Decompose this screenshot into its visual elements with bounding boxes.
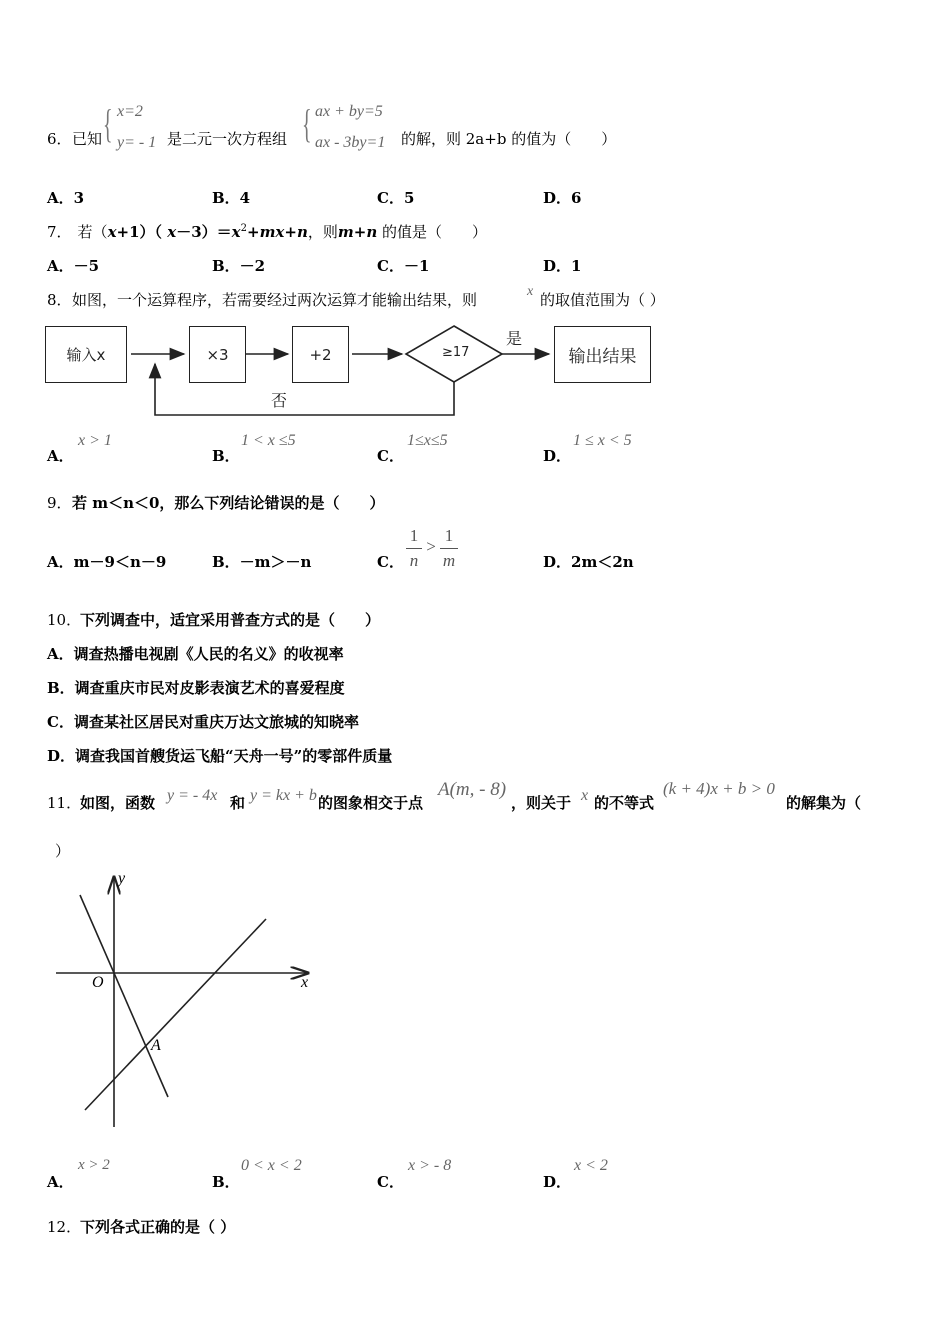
q7-x3: x <box>231 223 241 241</box>
q7-n2: n <box>366 223 378 241</box>
q11-t2: 和 <box>230 794 246 812</box>
q7-x2: x <box>167 223 177 241</box>
q9-option-d: D．2m＜2n <box>543 553 634 571</box>
arrow-loop-back <box>155 364 454 415</box>
q8-text2: 的取值范围为（ ） <box>540 291 665 309</box>
q11-t5: 的不等式 <box>594 794 655 812</box>
q8-option-b-label: B． <box>212 447 240 465</box>
q11-option-a-math: x > 2 <box>78 1157 110 1173</box>
q8-option-d-label: D． <box>543 447 572 465</box>
q8-text: 如图，一个运算程序，若需要经过两次运算才能输出结果，则 <box>72 291 478 309</box>
frac2-denominator: m <box>442 551 456 570</box>
q10-option-b: B．调查重庆市民对皮影表演艺术的喜爱程度 <box>47 679 345 697</box>
frac2-bar <box>440 548 458 549</box>
q6-option-b: B．4 <box>212 189 251 207</box>
q9-option-b: B．－m＞－n <box>212 553 312 571</box>
flow-yes-label: 是 <box>506 329 523 348</box>
q11-close: ） <box>55 842 71 860</box>
q11-number: 11． <box>47 794 82 812</box>
q7-text-b: +1）（ <box>116 223 163 241</box>
q9-text: 若 m＜n＜0，那么下列结论错误的是（ ） <box>72 494 385 512</box>
q7-number: 7． <box>47 223 72 241</box>
q7-option-c: C．－1 <box>377 257 430 275</box>
q7-option-b: B．－2 <box>212 257 266 275</box>
q7-text-h: 的值是（ ） <box>377 223 488 241</box>
frac1-numerator: 1 <box>409 526 419 545</box>
q6-option-a: A．3 <box>47 189 85 207</box>
frac1-bar <box>406 548 422 549</box>
q12-text: 下列各式正确的是（ ） <box>80 1218 236 1236</box>
q6-sys2-line2: ax - 3by=1 <box>315 134 386 151</box>
q6-option-c: C．5 <box>377 189 415 207</box>
q6-sys2-line1: ax + by=5 <box>315 103 383 120</box>
frac2-numerator: 1 <box>444 526 454 545</box>
flow-connectors <box>0 0 700 430</box>
q11-graph-svg <box>40 865 340 1135</box>
frac-operator: > <box>426 537 436 556</box>
q6-post: 的解，则 2a+b 的值为（ ） <box>401 130 617 148</box>
q10-option-c: C．调查某社区居民对重庆万达文旅城的知晓率 <box>47 713 359 731</box>
q10-number: 10． <box>47 611 82 629</box>
q10-text: 下列调查中，适宜采用普查方式的是（ ） <box>80 611 381 629</box>
q7-text-g: + <box>353 223 367 241</box>
flow-no-label: 否 <box>271 391 288 410</box>
graph-x-label: x <box>301 974 309 991</box>
q8-number: 8． <box>47 291 72 309</box>
q6-brace-1: { <box>103 101 113 146</box>
q11-option-c-math: x > - 8 <box>408 1157 452 1174</box>
q6-sys1-line1: x=2 <box>117 103 143 120</box>
q6-mid: 是二元一次方程组 <box>167 130 288 148</box>
q8-option-d-math: 1 ≤ x < 5 <box>573 432 632 449</box>
q9-number: 9． <box>47 494 72 512</box>
q7-n: n <box>296 223 308 241</box>
q11-f1: y = - 4x <box>167 787 218 804</box>
q11-t3: 的图象相交于点 <box>318 794 424 812</box>
q11-t6: 的解集为（ <box>786 794 862 812</box>
q11-option-d-math: x < 2 <box>574 1157 608 1174</box>
q7-option-d: D．1 <box>543 257 582 275</box>
q8-var: x <box>527 284 534 299</box>
graph-origin-label: O <box>92 974 104 991</box>
q11-option-b-label: B． <box>212 1173 240 1191</box>
q8-option-c-math: 1≤x≤5 <box>407 432 448 449</box>
flow-times3-box: ×3 <box>189 326 246 383</box>
q7-m2: m <box>337 223 354 241</box>
q6-number: 6． <box>47 130 72 148</box>
q8-option-a-label: A． <box>47 447 74 465</box>
q7-mx: mx <box>259 223 285 241</box>
q6-option-d: D．6 <box>543 189 582 207</box>
q6-brace-2: { <box>302 101 312 146</box>
q6-sys1-line2: y= - 1 <box>117 134 157 151</box>
q9-option-c: C． <box>377 553 404 571</box>
line-y-kx-b <box>85 919 266 1110</box>
q11-t1: 如图，函数 <box>80 794 156 812</box>
q10-option-a: A．调查热播电视剧《人民的名义》的收视率 <box>47 645 344 663</box>
q11-option-a-label: A． <box>47 1173 74 1191</box>
q7-x1: x <box>107 223 117 241</box>
q7-text-c: －3）＝ <box>176 223 232 241</box>
frac1-denominator: n <box>409 551 419 570</box>
q8-option-c-label: C． <box>377 447 404 465</box>
graph-y-label: y <box>118 870 126 887</box>
q10-option-d: D．调查我国首艘货运飞船“天舟一号”的零部件质量 <box>47 747 393 765</box>
q8-option-b-math: 1 < x ≤5 <box>241 432 296 449</box>
q6-prefix: 已知 <box>72 130 103 148</box>
graph-point-a-label: A <box>151 1037 161 1054</box>
q11-point: A(m, - 8) <box>438 779 507 800</box>
flow-plus2-box: +2 <box>292 326 349 383</box>
q7-text-f: ，则 <box>307 223 338 241</box>
q7-sup: 2 <box>240 223 247 234</box>
q11-option-d-label: D． <box>543 1173 572 1191</box>
q11-var: x <box>581 787 589 804</box>
flow-output-box: 输出结果 <box>554 326 651 383</box>
q12-number: 12． <box>47 1218 82 1236</box>
q7-text-d: + <box>246 223 260 241</box>
q7-option-a: A．－5 <box>47 257 100 275</box>
q11-t4: ，则关于 <box>511 794 572 812</box>
q8-option-a-math: x > 1 <box>78 432 112 449</box>
q11-option-b-math: 0 < x < 2 <box>241 1157 302 1174</box>
q11-option-c-label: C． <box>377 1173 404 1191</box>
q9-option-a: A．m－9＜n－9 <box>47 553 167 571</box>
q7-text-e: + <box>284 223 297 241</box>
q11-inequality: (k + 4)x + b > 0 <box>663 779 775 798</box>
flow-cond-label: ≥17 <box>442 345 470 360</box>
flow-input-box: 输入x <box>45 326 127 383</box>
line-y-neg4x <box>80 895 168 1097</box>
q11-f2: y = kx + b <box>250 787 317 804</box>
q7-text-a: 若（ <box>77 223 108 241</box>
